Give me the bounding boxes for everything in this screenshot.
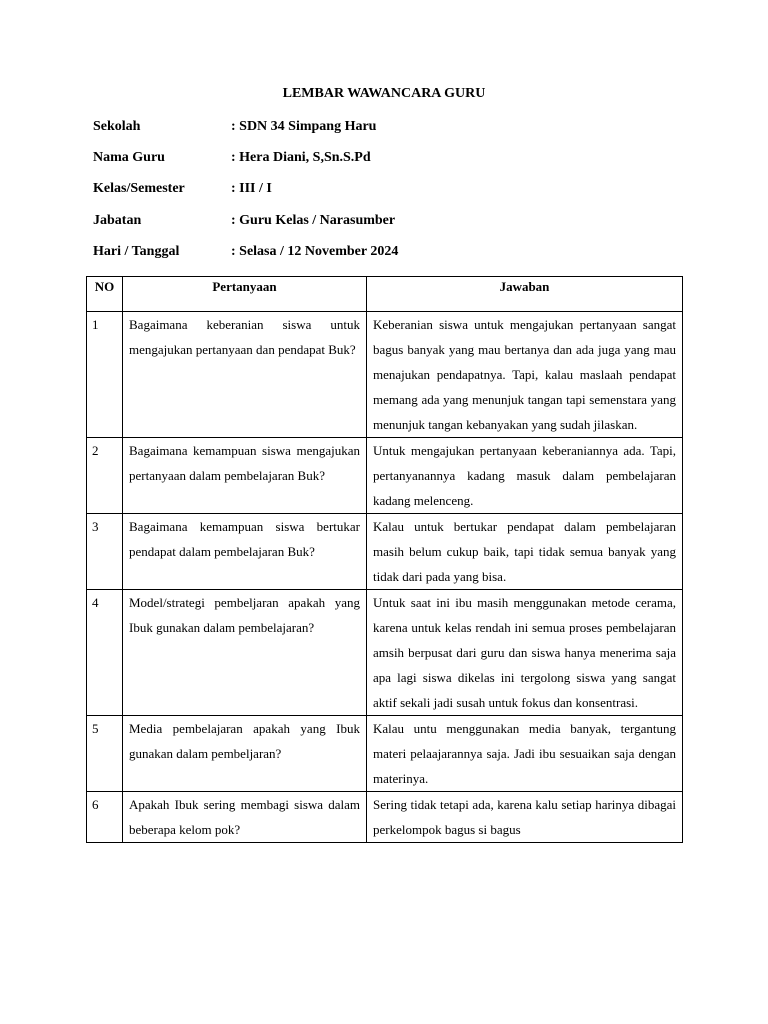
info-row-jabatan	[93, 212, 398, 243]
row-number: 6	[87, 792, 123, 843]
header-no: NO	[87, 277, 123, 312]
info-value: : III / I	[231, 181, 272, 197]
info-label: Sekolah	[93, 119, 141, 134]
info-label: Hari / Tanggal	[93, 243, 180, 259]
info-value: : Selasa / 12 November 2024	[231, 243, 399, 259]
table-row	[87, 590, 683, 716]
info-row-nama-guru	[93, 149, 398, 180]
question-cell: Apakah Ibuk sering membagi siswa dalam beberapa kelom pok?	[123, 792, 367, 843]
answer-cell: Untuk mengajukan pertanyaan keberaniannya ada. Tapi, pertanyanannya kadang masuk dalam pembelajaran kadang melenceng.	[367, 438, 683, 514]
table-row	[87, 312, 683, 438]
table-row	[87, 438, 683, 514]
info-row-hari-tanggal	[93, 243, 398, 274]
info-value: : Hera Diani, S,Sn.S.Pd	[231, 150, 371, 166]
table-row	[87, 792, 683, 843]
row-number: 1	[87, 312, 123, 438]
row-number: 3	[87, 514, 123, 590]
row-number: 5	[87, 716, 123, 792]
document-title: LEMBAR WAWANCARA GURU	[282, 86, 486, 101]
table-row	[87, 716, 683, 792]
answer-cell: Keberanian siswa untuk mengajukan pertanyaan sangat bagus banyak yang mau bertanya dan ada juga yang mau menajukan pendapatnya. Tapi, kalau maslaah pendapat memang ada yang menunjuk tangan tapi semenstara yang menunjuk tangan kebanyakan yang sudah jilaskan.	[367, 312, 683, 438]
info-label: Nama Guru	[93, 150, 165, 166]
answer-cell: Kalau untuk bertukar pendapat dalam pembelajaran masih belum cukup baik, tapi tidak semua banyak yang tidak dari pada yang bisa.	[367, 514, 683, 590]
question-cell: Bagaimana kemampuan siswa bertukar pendapat dalam pembelajaran Buk?	[123, 514, 367, 590]
question-cell: Bagaimana kemampuan siswa mengajukan pertanyaan dalam pembelajaran Buk?	[123, 438, 367, 514]
info-value: : SDN 34 Simpang Haru	[231, 119, 377, 134]
interview-table	[86, 276, 683, 843]
question-cell: Model/strategi pembeljaran apakah yang Ibuk gunakan dalam pembelajaran?	[123, 590, 367, 716]
info-row-sekolah	[93, 118, 398, 149]
answer-cell: Kalau untu menggunakan media banyak, tergantung materi pelaajarannya saja. Jadi ibu sesuaikan saja dengan materinya.	[367, 716, 683, 792]
answer-cell: Sering tidak tetapi ada, karena kalu setiap harinya dibagai perkelompok bagus si bagus	[367, 792, 683, 843]
question-cell: Media pembelajaran apakah yang Ibuk gunakan dalam pembeljaran?	[123, 716, 367, 792]
question-cell: Bagaimana keberanian siswa untuk mengajukan pertanyaan dan pendapat Buk?	[123, 312, 367, 438]
header-question: Pertanyaan	[123, 277, 367, 312]
info-label: Kelas/Semester	[93, 181, 185, 197]
info-row-kelas-semester	[93, 180, 398, 211]
table-row	[87, 514, 683, 590]
info-block	[93, 118, 398, 274]
info-value: : Guru Kelas / Narasumber	[231, 212, 396, 228]
row-number: 2	[87, 438, 123, 514]
row-number: 4	[87, 590, 123, 716]
info-label: Jabatan	[93, 212, 142, 228]
header-answer: Jawaban	[367, 277, 683, 312]
answer-cell: Untuk saat ini ibu masih menggunakan metode cerama, karena untuk kelas rendah ini semua proses pembelajaran amsih berpusat dari guru dan siswa hanya menerima saja apa lagi siswa dikelas ini tergolong siswa yang sangat aktif sekali jadi susah untuk fokus dan konsentrasi.	[367, 590, 683, 716]
table-header-row	[87, 277, 683, 312]
